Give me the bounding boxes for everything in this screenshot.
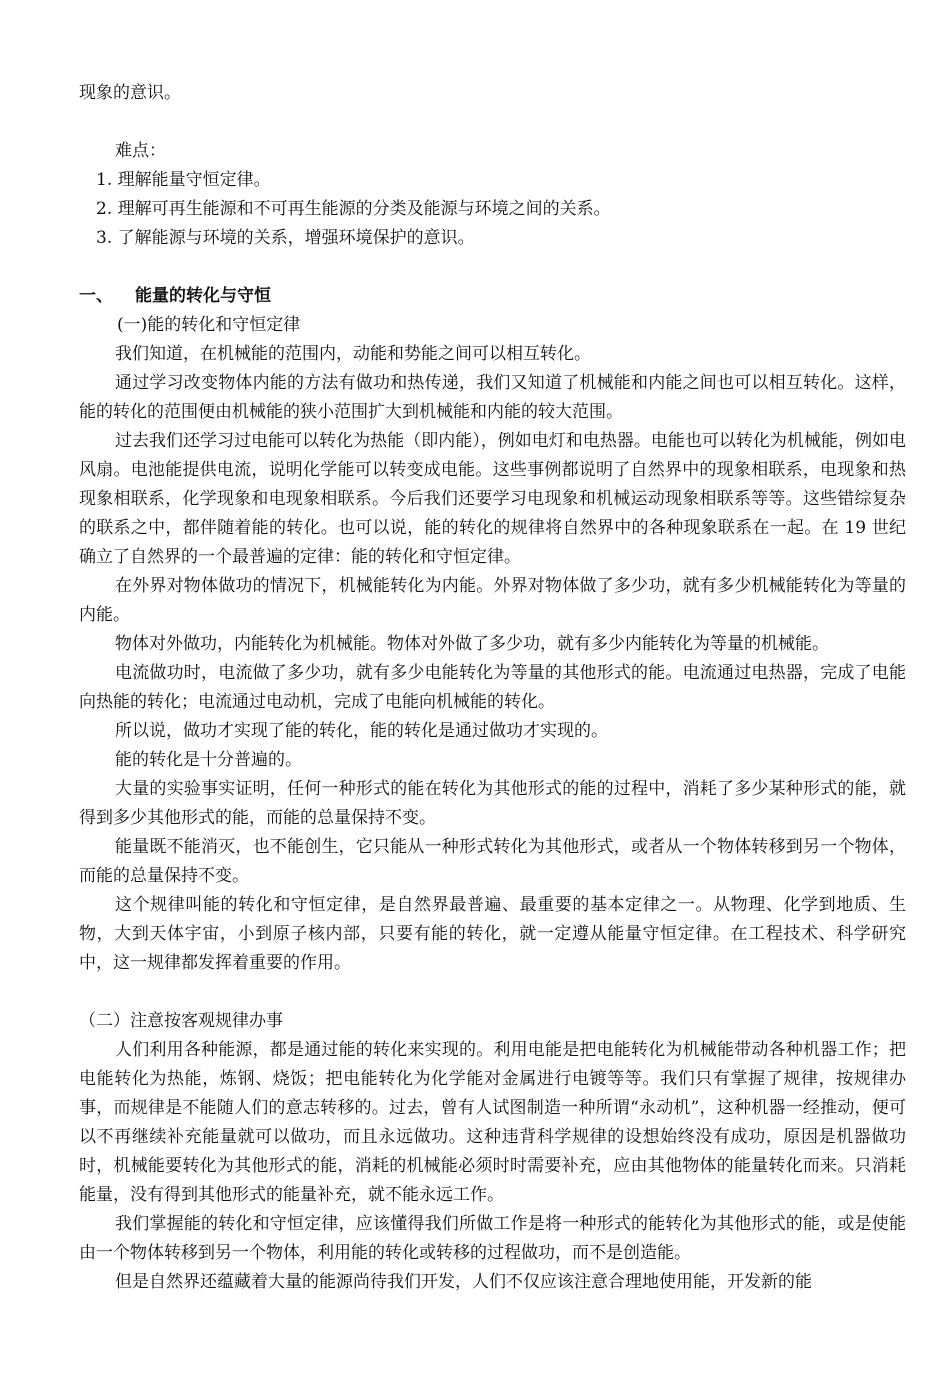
paragraph: 电流做功时，电流做了多少功，就有多少电能转化为等量的其他形式的能。电流通过电热器，完成了电能向热能的转化；电流通过电动机，完成了电能向机械能的转化。 — [79, 663, 906, 712]
paragraph: 但是自然界还蕴藏着大量的能源尚待我们开发，人们不仅应该注意合理地使用能，开发新的能 — [115, 1272, 812, 1292]
list-item: 2. 理解可再生能源和不可再生能源的分类及能源与环境之间的关系。 — [96, 199, 611, 219]
list-item: 1. 理解能量守恒定律。 — [96, 170, 271, 190]
spacer — [79, 108, 906, 137]
paragraph: 大量的实验事实证明，任何一种形式的能在转化为其他形式的能的过程中，消耗了多少某种形式的能，就得到多少其他形式的能，而能的总量保持不变。 — [79, 779, 906, 828]
subsection-title: (一)能的转化和守恒定律 — [117, 315, 301, 335]
subsection-title: （二）注意按客观规律办事 — [79, 1011, 283, 1031]
lead-line: 现象的意识。 — [79, 83, 181, 103]
paragraph: 在外界对物体做功的情况下，机械能转化为内能。外界对物体做了多少功，就有多少机械能转化为等量的内能。 — [79, 576, 906, 625]
paragraph: 能量既不能消灭，也不能创生，它只能从一种形式转化为其他形式，或者从一个物体转移到另一个物体，而能的总量保持不变。 — [79, 837, 906, 886]
section-title: 能量的转化与守恒 — [135, 286, 271, 306]
paragraph: 能的转化是十分普遍的。 — [115, 750, 302, 770]
section-heading — [79, 282, 906, 311]
paragraph: 人们利用各种能源，都是通过能的转化来实现的。利用电能是把电能转化为机械能带动各种机器工作；把电能转化为热能，炼钢、烧饭；把电能转化为化学能对金属进行电镀等等。我们只有掌握了规律，按规律办事，而规律是不能随人们的意志转移的。过去，曾有人试图制造一种所谓“永动机”，这种机器一经推动，便可以不再继续补充能量就可以做功，而且永远做功。这种违背科学规律的设想始终没有成功，原因是机器做功时，机械能要转化为其他形式的能，消耗的机械能必须时时需要补充，应由其他物体的能量转化而来。只消耗能量，没有得到其他形式的能量补充，就不能永远工作。 — [79, 1040, 906, 1205]
spacer — [79, 253, 906, 282]
paragraph: 所以说，做功才实现了能的转化，能的转化是通过做功才实现的。 — [115, 721, 608, 741]
paragraph: 我们掌握能的转化和守恒定律，应该懂得我们所做工作是将一种形式的能转化为其他形式的能，或是使能由一个物体转移到另一个物体，利用能的转化或转移的过程做功，而不是创造能。 — [79, 1214, 906, 1263]
paragraph: 物体对外做功，内能转化为机械能。物体对外做了多少功，就有多少内能转化为等量的机械能。 — [115, 634, 829, 654]
paragraph: 这个规律叫能的转化和守恒定律，是自然界最普遍、最重要的基本定律之一。从物理、化学到地质、生物，大到天体宇宙，小到原子核内部，只要有能的转化，就一定遵从能量守恒定律。在工程技术、科学研究中，这一规律都发挥着重要的作用。 — [79, 895, 906, 973]
difficulty-label: 难点： — [115, 141, 166, 161]
spacer — [79, 978, 906, 1007]
paragraph: 过去我们还学习过电能可以转化为热能（即内能），例如电灯和电热器。电能也可以转化为机械能，例如电风扇。电池能提供电流，说明化学能可以转变成电能。这些事例都说明了自然界中的现象相联系，电现象和热现象相联系，化学现象和电现象相联系。今后我们还要学习电现象和机械运动现象相联系等等。这些错综复杂的联系之中，都伴随着能的转化。也可以说，能的转化的规律将自然界中的各种现象联系在一起。在 19 世纪确立了自然界的一个最普遍的定律：能的转化和守恒定律。 — [79, 431, 906, 567]
section-number: 一、 — [79, 286, 113, 306]
paragraph: 通过学习改变物体内能的方法有做功和热传递，我们又知道了机械能和内能之间也可以相互转化。这样，能的转化的范围便由机械能的狭小范围扩大到机械能和内能的较大范围。 — [79, 373, 906, 422]
list-item: 3. 了解能源与环境的关系，增强环境保护的意识。 — [96, 228, 475, 248]
paragraph: 我们知道，在机械能的范围内，动能和势能之间可以相互转化。 — [115, 344, 591, 364]
difficulty-list — [79, 166, 906, 253]
